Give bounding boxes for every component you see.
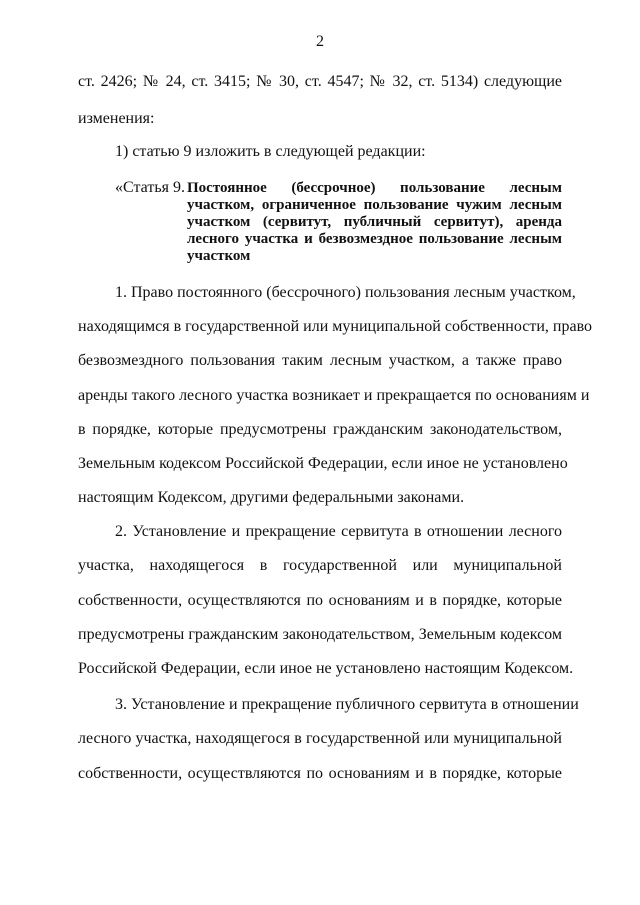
text-line: настоящим Кодексом, другими федеральными законами. xyxy=(78,489,465,506)
article-title-line: участком xyxy=(187,248,251,264)
text-line: лесного участка, находящегося в государственной или муниципальной xyxy=(78,730,562,747)
text-line: 3. Установление и прекращение публичного сервитута в отношении xyxy=(115,696,579,713)
text-line: собственности, осуществляются по основаниям и в порядке, которые xyxy=(78,592,562,609)
text-line: 1. Право постоянного (бессрочного) пользования лесным участком, xyxy=(115,284,576,301)
article-title-line: Постоянное (бессрочное) пользование лесным xyxy=(187,180,562,196)
list-item-1: 1) статью 9 изложить в следующей редакции: xyxy=(115,143,426,160)
text-line: аренды такого лесного участка возникает и прекращается по основаниям и xyxy=(78,387,590,404)
article-title-line: участком (сервитут, публичный сервитут), аренда xyxy=(187,214,562,230)
article-title-line: участком, ограниченное пользование чужим лесным xyxy=(187,197,562,213)
text-line: Земельным кодексом Российской Федерации, если иное не установлено xyxy=(78,455,568,472)
text-line: безвозмездного пользования таким лесным участком, а также право xyxy=(78,352,562,369)
text-line: ст. 2426; № 24, ст. 3415; № 30, ст. 4547; № 32, ст. 5134) следующие xyxy=(78,73,562,90)
text-line: 2. Установление и прекращение сервитута в отношении лесного xyxy=(115,523,562,540)
article-title-line: лесного участка и безвозмездное пользование лесным xyxy=(187,231,562,247)
text-line: собственности, осуществляются по основаниям и в порядке, которые xyxy=(78,765,562,782)
text-line: Российской Федерации, если иное не установлено настоящим Кодексом. xyxy=(78,660,574,677)
text-line: участка, находящегося в государственной или муниципальной xyxy=(78,557,562,574)
text-line: в порядке, которые предусмотрены гражданским законодательством, xyxy=(78,421,562,438)
text-line: предусмотрены гражданским законодательством, Земельным кодексом xyxy=(78,626,562,643)
article-label: «Статья 9. xyxy=(115,179,185,196)
text-line: находящимся в государственной или муниципальной собственности, право xyxy=(78,318,593,335)
page-number: 2 xyxy=(316,33,324,50)
text-line: изменения: xyxy=(78,110,155,127)
